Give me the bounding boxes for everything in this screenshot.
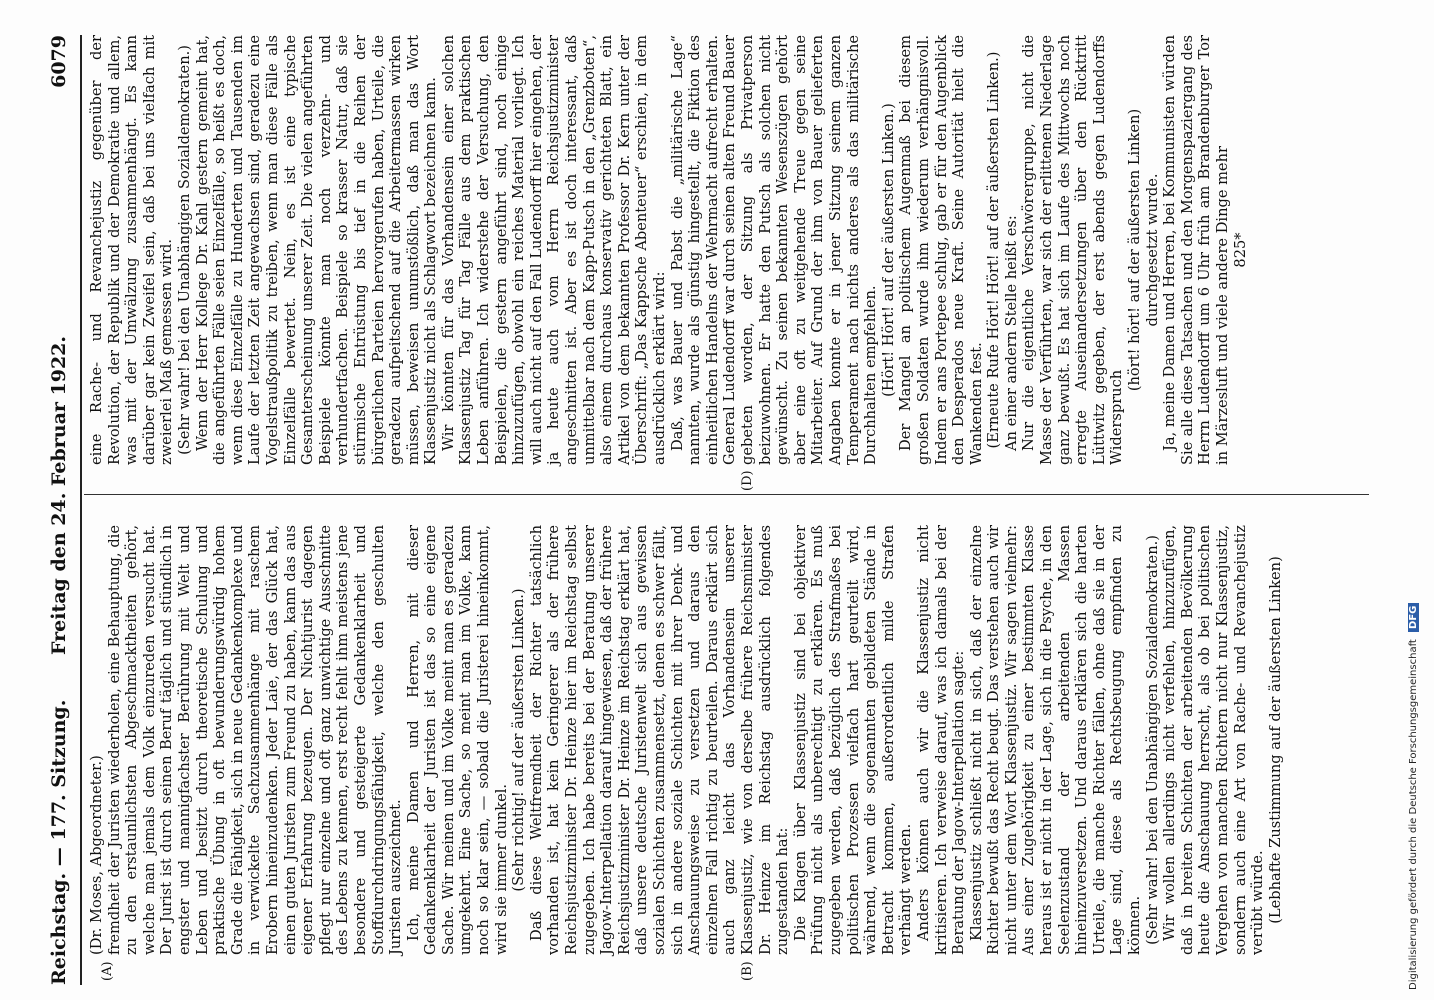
paragraph: fremdheit der Juristen wiederholen, eine Behauptung, die zu den erstaunlichsten Abgeschmacktheiten gehört, welche man jemals dem Volk einzureden versucht hat. Der Jurist ist durch seinen Beruf täglich und stündlich in engster und mannigfachster Berührung mit Welt und Leben und besitzt durch theoretische Schulung und praktische Übung in oft bewunderungswürdig hohem Grade die Fähigkeit, sich in neue Gedankenkomplexe und in verwickelte Sachzusammenhänge mit raschem Erobern hineinzudenken. Jeder Laie, der das Glück hat, einen guten Juristen zum Freund zu haben, kann das aus eigener Erfahrung bezeugen. Der Nichtjurist dagegen pflegt nur einzelne und oft ganz unwichtige Ausschnitte des Lebens zu kennen, erst recht fehlt ihm meistens jene besondere und gesteigerte Gedankenklarheit und Stoffdurchdringungsfähigkeit, welche den geschulten Juristen auszeichnet. [105,525,405,955]
page-header [40,35,80,985]
quotation: Der Mangel an politischem Augenmaß bei diesem großen Soldaten wurde ihm wiederum verhängnisvoll. Indem er ans Portepee schlug, gab er für den Augenblick den Desperados neue Kraft. Seine Autorität hielt die Wankenden fest. [897,35,985,465]
margin-mark-b: (B) [740,961,755,981]
quotation: Daß, was Bauer und Pabst die „militärische Lage“ nannten, wurde als günstig hingestellt, die Fiktion des einheitlichen Handelns der Wehrmacht aufrecht erhalten. General Ludendorff war durch seinen alten Freund Bauer gebeten worden, der Sitzung als Privatperson beizuwohnen. Er hatte den Putsch als solchen nicht gewünscht. Zu seinen bekannten Wesenszügen gehört aber eine oft zu weitgehende Treue gegen seine Mitarbeiter. Auf Grund der ihm von Bauer gelieferten Angaben konnte er in jener Sitzung seinem ganzen Temperament nach nichts anderes als das militärische Durchhalten empfehlen. [668,35,880,465]
paragraph: Ja, meine Damen und Herren, bei Kommunisten würden Sie alle diese Tatsachen und den Morgenspaziergang des Herrn Ludendorff um 6 Uhr früh am Brandenburger Tor in Märzesluft und viele andere Dinge mehr [1161,35,1231,465]
paragraph: Ich, meine Damen und Herren, mit dieser Gedankenklarheit der Juristen ist das so eine eigene Sache. Wir meinen und im Volke meint man es geradezu umgekehrt. Eine Sache, so meint man im Volke, kann noch so klar sein, — sobald die Juristerei hineinkommt, wird sie immer dunkel. [404,525,510,955]
header-rule [80,35,82,985]
paragraph: eine Rache- und Revanchejustiz gegenüber der Revolution, der Republik und der Demokratie und allem, was mit der Umwälzung zusammenhängt. Es kann darüber gar kein Zweifel sein, daß bei uns vielfach mit zweierlei Maß gemessen wird. [88,35,176,465]
paragraph: Wir könnten für das Vorhandensein einer solchen Klassenjustiz Tag für Tag Fälle aus dem praktischen Leben anführen. Ich widerstehe der Versuchung, den Beispielen, die gestern angeführt sind, noch einige hinzuzufügen, obwohl ein reiches Material vorliegt. Ich will auch nicht auf den Fall Ludendorff hier eingehen, der ja heute auch vom Herrn Reichsjustizminister angeschnitten ist. Aber es ist doch interessant, daß unmittelbar nach dem Kapp-Putsch in den „Grenzboten“, also einem durchaus konservativ gerichteten Blatt, ein Artikel von dem bekannten Professor Dr. Kern unter der Überschrift: „Das Kappsche Abenteuer“ erschien, in dem ausdrücklich erklärt wird: [439,35,668,465]
margin-mark-a: (A) [100,961,115,981]
dfg-logo: DFG [1408,603,1419,632]
paragraph: Wir wollen allerdings nicht verfehlen, hinzuzufügen, daß in breiten Schichten der arbeitenden Bevölkerung heute die Anschauung herrscht, als ob bei politischen Vergehen von manchen Richtern nicht nur Klassenjustiz, sondern auch eine Art von Rache- und Revanchejustiz verübt würde. [1161,525,1267,955]
rotated-page [40,35,1370,985]
interjection: (Sehr wahr! bei den Unabhängigen Sozialdemokraten.) [1143,535,1161,945]
interjection: (Sehr richtig! auf der äußersten Linken.) [510,588,528,892]
speaker-note: (Dr. Moses, Abgeordneter.) [88,755,105,955]
header-page-number: 6079 [48,35,70,88]
quotation: Die Klagen über Klassenjustiz sind bei objektiver Prüfung nicht als unberechtigt zu erklären. Es muß zugegeben werden, daß bezüglich des Strafmaßes bei politischen Prozessen vielfach hart geurteilt wird, während, wenn die sogenannten gebildeten Stände in Betracht kommen, außerordentlich milde Strafen verhängt werden. [791,525,915,955]
interjection: (Hört! Hört! auf der äußersten Linken.) [879,103,897,397]
quotation-end: durchgesetzt wurde. [1143,173,1161,327]
quotation: Klassenjustiz schließt nicht in sich, daß der einzelne Richter bewußt das Recht beugt. Das verstehen auch wir nicht unter dem Wort Klassenjustiz. Wir sagen vielmehr: Aus einer Zugehörigkeit zu einer bestimmten Klasse heraus ist er nicht in der Lage, sich in die Psyche, in den Seelenzustand der arbeitenden Massen hineinzuversetzen. Und daraus erklären sich die harten Urteile, die manche Richter fällen, ohne daß sie in der Lage sind, diese als Rechtsbeugung empfinden zu können. [967,525,1144,955]
interjection: (Erneute Rufe Hört! Hört! auf der äußersten Linken.) [985,51,1003,449]
header-session: Reichstag. — 177. Sitzung. [48,699,70,985]
paragraph: Daß diese Weltfremdheit der Richter tatsächlich vorhanden ist, hat kein Geringerer als der frühere Reichsjustizminister Dr. Heinze hier im Reichstag selbst zugegeben. Ich habe bereits bei der Beratung unserer Jagow-Interpellation darauf hingewiesen, daß der frühere Reichsjustizminister Dr. Heinze im Reichstag erklärt hat, daß unsere deutsche Juristenwelt sich aus gewissen sozialen Schichten zusammensetzt, denen es schwer fällt, sich in andere soziale Schichten mit ihrer Denk- und Anschauungsweise zu versetzen und daraus den einzelnen Fall richtig zu beurteilen. Daraus erklärt sich auch ganz leicht das Vorhandensein unserer Klassenjustiz, wie von derselbe frühere Reichsminister Dr. Heinze im Reichstag ausdrücklich folgendes zugestanden hat: [527,525,792,955]
paragraph: Anders können auch wir die Klassenjustiz nicht kritisieren. Ich verweise darauf, was ich damals bei der Beratung der Jagow-Interpellation sagte: [914,525,968,955]
quotation: Nur die eigentliche Verschwörergruppe, nicht die Masse der Verführten, war sich der erlittenen Niederlage ganz bewußt. Es hat sich im Laufe des Mittwochs noch erregte Auseinandersetzungen über den Rücktritt Lüttwitz gegeben, der erst abends gegen Ludendorffs Widerspruch [1020,35,1126,465]
credit-text: Digitalisierung gefördert durch die Deutsche Forschungsgemeinschaft [1408,639,1419,990]
signature-mark: 825* [1231,232,1249,268]
margin-mark-d: (D) [740,470,755,491]
header-date: Freitag den 24. Februar 1922. [48,335,70,655]
paragraph: Wenn der Herr Kollege Dr. Kahl gestern gemeint hat, die angeführten Fälle seien Einzelfälle, so heißt es doch, wenn diese Einzelfälle zu Hunderten und Tausenden im Laufe der letzten Zeit angewachsen sind, geradezu eine Vogelstraußpolitik zu treiben, wenn man diese Fälle als Einzelfälle bewertet. Nein, es ist eine typische Gesamterscheinung unserer Zeit. Die vielen angeführten Beispiele könnte man noch verzehn- und verhundertfachen. Beispiele so krasser Natur, daß sie stürmische Entrüstung bis tief in die Reihen der bürgerlichen Parteien hervorgerufen haben, Urteile, die geradezu aufpeitschend auf die Arbeitermassen wirken müssen, beweisen unumstößlich, daß man das Wort Klassenjustiz nicht als Schlagwort bezeichnen kann. [193,35,440,465]
column-left [88,525,1284,955]
paragraph: An einer andern Stelle heißt es: [1002,215,1020,451]
digitization-credit [1408,603,1419,990]
interjection: (Lebhafte Zustimmung auf der äußersten Linken) [1266,556,1284,924]
column-right [88,35,1249,465]
column-divider [84,494,1369,495]
interjection: (hört! hört! auf der äußersten Linken) [1126,108,1144,392]
interjection: (Sehr wahr! bei den Unabhängigen Sozialdemokraten.) [175,45,193,455]
